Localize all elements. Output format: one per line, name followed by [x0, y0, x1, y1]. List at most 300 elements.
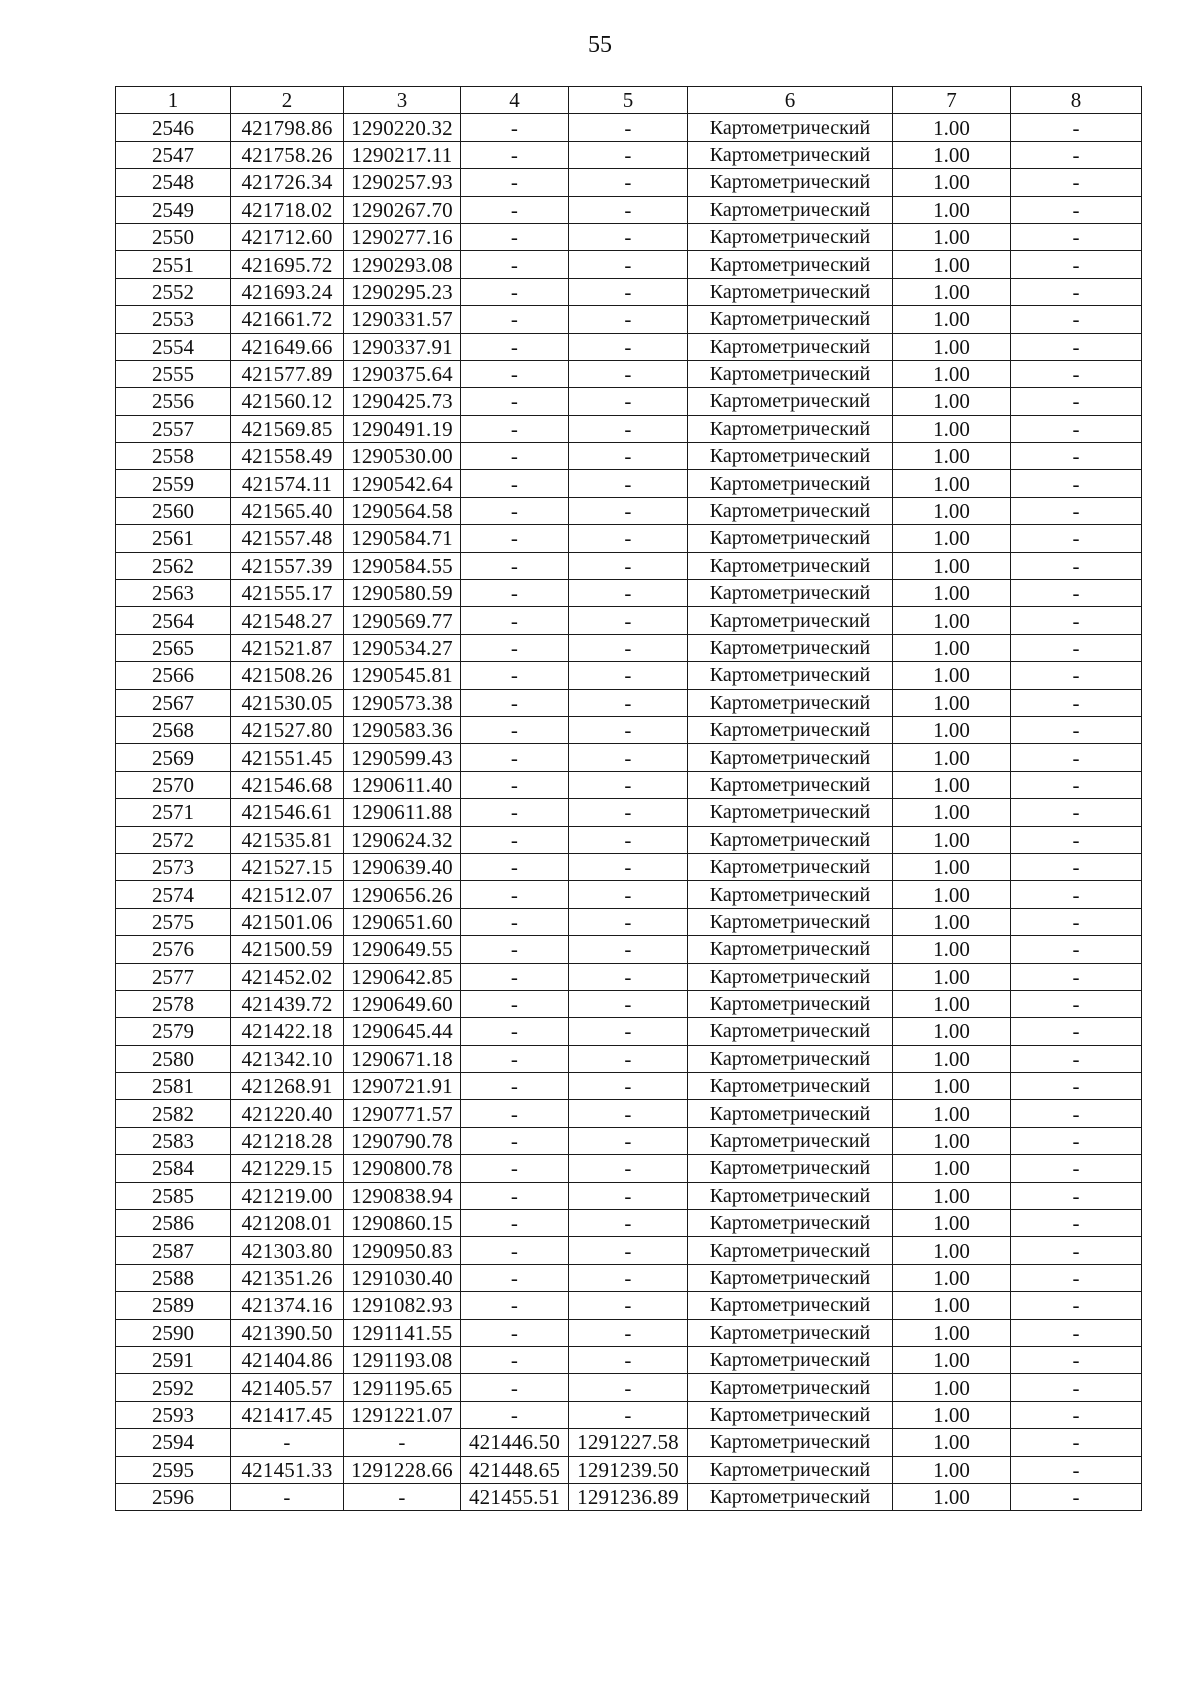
- method-cell: Картометрический: [688, 908, 893, 935]
- y-coordinate-cell: 1290649.55: [344, 936, 461, 963]
- point-number-cell: 2592: [116, 1374, 231, 1401]
- y-coordinate-cell: 1291082.93: [344, 1292, 461, 1319]
- column-header-3: 3: [344, 87, 461, 114]
- y-coordinate-alt-cell: -: [569, 963, 688, 990]
- x-coordinate-alt-cell: -: [461, 826, 569, 853]
- y-coordinate-cell: -: [344, 1429, 461, 1456]
- y-coordinate-cell: 1290580.59: [344, 580, 461, 607]
- y-coordinate-alt-cell: -: [569, 443, 688, 470]
- table-row: [116, 306, 1142, 333]
- note-cell: -: [1011, 497, 1142, 524]
- x-coordinate-cell: -: [231, 1429, 344, 1456]
- accuracy-cell: 1.00: [893, 908, 1011, 935]
- table-row: [116, 799, 1142, 826]
- x-coordinate-alt-cell: -: [461, 799, 569, 826]
- note-cell: -: [1011, 1456, 1142, 1483]
- method-cell: Картометрический: [688, 799, 893, 826]
- y-coordinate-alt-cell: 1291236.89: [569, 1483, 688, 1510]
- y-coordinate-cell: 1290639.40: [344, 853, 461, 880]
- x-coordinate-alt-cell: -: [461, 251, 569, 278]
- x-coordinate-alt-cell: 421448.65: [461, 1456, 569, 1483]
- y-coordinate-cell: 1290277.16: [344, 223, 461, 250]
- point-number-cell: 2594: [116, 1429, 231, 1456]
- method-cell: Картометрический: [688, 1045, 893, 1072]
- y-coordinate-alt-cell: -: [569, 1018, 688, 1045]
- point-number-cell: 2579: [116, 1018, 231, 1045]
- y-coordinate-alt-cell: -: [569, 169, 688, 196]
- table-row: [116, 1292, 1142, 1319]
- table-row: [116, 443, 1142, 470]
- point-number-cell: 2593: [116, 1401, 231, 1428]
- x-coordinate-alt-cell: -: [461, 881, 569, 908]
- point-number-cell: 2580: [116, 1045, 231, 1072]
- accuracy-cell: 1.00: [893, 552, 1011, 579]
- method-cell: Картометрический: [688, 1292, 893, 1319]
- x-coordinate-alt-cell: -: [461, 1045, 569, 1072]
- note-cell: -: [1011, 1319, 1142, 1346]
- table-row: [116, 881, 1142, 908]
- x-coordinate-alt-cell: -: [461, 223, 569, 250]
- y-coordinate-alt-cell: 1291227.58: [569, 1429, 688, 1456]
- x-coordinate-cell: 421268.91: [231, 1073, 344, 1100]
- x-coordinate-alt-cell: -: [461, 662, 569, 689]
- x-coordinate-cell: 421508.26: [231, 662, 344, 689]
- y-coordinate-cell: 1290220.32: [344, 114, 461, 141]
- note-cell: -: [1011, 525, 1142, 552]
- x-coordinate-alt-cell: -: [461, 1319, 569, 1346]
- note-cell: -: [1011, 580, 1142, 607]
- y-coordinate-alt-cell: -: [569, 1045, 688, 1072]
- y-coordinate-cell: 1290491.19: [344, 415, 461, 442]
- table-row: [116, 278, 1142, 305]
- note-cell: -: [1011, 223, 1142, 250]
- table-body: [116, 114, 1142, 1511]
- point-number-cell: 2558: [116, 443, 231, 470]
- method-cell: Картометрический: [688, 1319, 893, 1346]
- x-coordinate-cell: 421527.80: [231, 716, 344, 743]
- note-cell: -: [1011, 278, 1142, 305]
- point-number-cell: 2583: [116, 1127, 231, 1154]
- x-coordinate-cell: 421558.49: [231, 443, 344, 470]
- accuracy-cell: 1.00: [893, 1374, 1011, 1401]
- method-cell: Картометрический: [688, 744, 893, 771]
- x-coordinate-alt-cell: -: [461, 1155, 569, 1182]
- accuracy-cell: 1.00: [893, 1182, 1011, 1209]
- note-cell: -: [1011, 141, 1142, 168]
- accuracy-cell: 1.00: [893, 1155, 1011, 1182]
- x-coordinate-cell: 421521.87: [231, 634, 344, 661]
- accuracy-cell: 1.00: [893, 333, 1011, 360]
- point-number-cell: 2564: [116, 607, 231, 634]
- method-cell: Картометрический: [688, 306, 893, 333]
- table-row: [116, 1346, 1142, 1373]
- y-coordinate-alt-cell: 1291239.50: [569, 1456, 688, 1483]
- x-coordinate-cell: 421649.66: [231, 333, 344, 360]
- table-row: [116, 1155, 1142, 1182]
- y-coordinate-alt-cell: -: [569, 1155, 688, 1182]
- table-row: [116, 634, 1142, 661]
- table-row: [116, 360, 1142, 387]
- x-coordinate-cell: 421798.86: [231, 114, 344, 141]
- y-coordinate-cell: 1290950.83: [344, 1237, 461, 1264]
- point-number-cell: 2589: [116, 1292, 231, 1319]
- table-row: [116, 1264, 1142, 1291]
- point-number-cell: 2552: [116, 278, 231, 305]
- x-coordinate-alt-cell: -: [461, 1401, 569, 1428]
- y-coordinate-alt-cell: -: [569, 1127, 688, 1154]
- accuracy-cell: 1.00: [893, 853, 1011, 880]
- x-coordinate-cell: 421574.11: [231, 470, 344, 497]
- accuracy-cell: 1.00: [893, 141, 1011, 168]
- note-cell: -: [1011, 1374, 1142, 1401]
- method-cell: Картометрический: [688, 169, 893, 196]
- x-coordinate-alt-cell: -: [461, 443, 569, 470]
- x-coordinate-alt-cell: -: [461, 497, 569, 524]
- y-coordinate-alt-cell: -: [569, 662, 688, 689]
- table-row: [116, 497, 1142, 524]
- accuracy-cell: 1.00: [893, 1483, 1011, 1510]
- accuracy-cell: 1.00: [893, 607, 1011, 634]
- note-cell: -: [1011, 689, 1142, 716]
- accuracy-cell: 1.00: [893, 662, 1011, 689]
- y-coordinate-cell: 1291030.40: [344, 1264, 461, 1291]
- x-coordinate-alt-cell: -: [461, 306, 569, 333]
- table-row: [116, 990, 1142, 1017]
- y-coordinate-cell: 1290611.40: [344, 771, 461, 798]
- y-coordinate-alt-cell: -: [569, 278, 688, 305]
- method-cell: Картометрический: [688, 196, 893, 223]
- y-coordinate-cell: 1290573.38: [344, 689, 461, 716]
- table-row: [116, 141, 1142, 168]
- column-header-6: 6: [688, 87, 893, 114]
- note-cell: -: [1011, 881, 1142, 908]
- table-row: [116, 1429, 1142, 1456]
- y-coordinate-cell: 1290800.78: [344, 1155, 461, 1182]
- table-row: [116, 196, 1142, 223]
- y-coordinate-cell: 1290545.81: [344, 662, 461, 689]
- method-cell: Картометрический: [688, 278, 893, 305]
- accuracy-cell: 1.00: [893, 470, 1011, 497]
- accuracy-cell: 1.00: [893, 251, 1011, 278]
- x-coordinate-cell: 421512.07: [231, 881, 344, 908]
- y-coordinate-cell: 1291195.65: [344, 1374, 461, 1401]
- y-coordinate-cell: 1290584.71: [344, 525, 461, 552]
- y-coordinate-alt-cell: -: [569, 1401, 688, 1428]
- accuracy-cell: 1.00: [893, 1237, 1011, 1264]
- method-cell: Картометрический: [688, 936, 893, 963]
- accuracy-cell: 1.00: [893, 1073, 1011, 1100]
- y-coordinate-alt-cell: -: [569, 1346, 688, 1373]
- point-number-cell: 2551: [116, 251, 231, 278]
- table-row: [116, 689, 1142, 716]
- note-cell: -: [1011, 1127, 1142, 1154]
- y-coordinate-alt-cell: -: [569, 881, 688, 908]
- point-number-cell: 2576: [116, 936, 231, 963]
- table-row: [116, 388, 1142, 415]
- point-number-cell: 2584: [116, 1155, 231, 1182]
- x-coordinate-alt-cell: -: [461, 963, 569, 990]
- point-number-cell: 2566: [116, 662, 231, 689]
- y-coordinate-cell: 1290611.88: [344, 799, 461, 826]
- note-cell: -: [1011, 634, 1142, 661]
- table-row: [116, 525, 1142, 552]
- table-row: [116, 1319, 1142, 1346]
- y-coordinate-cell: 1291193.08: [344, 1346, 461, 1373]
- point-number-cell: 2568: [116, 716, 231, 743]
- method-cell: Картометрический: [688, 716, 893, 743]
- note-cell: -: [1011, 470, 1142, 497]
- table-row: [116, 1018, 1142, 1045]
- y-coordinate-cell: 1290569.77: [344, 607, 461, 634]
- note-cell: -: [1011, 1155, 1142, 1182]
- accuracy-cell: 1.00: [893, 1429, 1011, 1456]
- point-number-cell: 2550: [116, 223, 231, 250]
- x-coordinate-cell: 421452.02: [231, 963, 344, 990]
- y-coordinate-cell: 1290649.60: [344, 990, 461, 1017]
- note-cell: -: [1011, 552, 1142, 579]
- note-cell: -: [1011, 853, 1142, 880]
- y-coordinate-alt-cell: -: [569, 497, 688, 524]
- y-coordinate-cell: 1290599.43: [344, 744, 461, 771]
- x-coordinate-alt-cell: -: [461, 1346, 569, 1373]
- x-coordinate-cell: 421208.01: [231, 1210, 344, 1237]
- accuracy-cell: 1.00: [893, 826, 1011, 853]
- x-coordinate-alt-cell: -: [461, 1292, 569, 1319]
- y-coordinate-alt-cell: -: [569, 470, 688, 497]
- method-cell: Картометрический: [688, 662, 893, 689]
- x-coordinate-cell: -: [231, 1483, 344, 1510]
- x-coordinate-cell: 421417.45: [231, 1401, 344, 1428]
- method-cell: Картометрический: [688, 689, 893, 716]
- accuracy-cell: 1.00: [893, 1127, 1011, 1154]
- y-coordinate-alt-cell: -: [569, 1237, 688, 1264]
- x-coordinate-cell: 421422.18: [231, 1018, 344, 1045]
- note-cell: -: [1011, 1429, 1142, 1456]
- accuracy-cell: 1.00: [893, 963, 1011, 990]
- x-coordinate-alt-cell: -: [461, 1237, 569, 1264]
- x-coordinate-alt-cell: -: [461, 936, 569, 963]
- point-number-cell: 2571: [116, 799, 231, 826]
- y-coordinate-cell: 1290642.85: [344, 963, 461, 990]
- x-coordinate-alt-cell: -: [461, 634, 569, 661]
- y-coordinate-alt-cell: -: [569, 525, 688, 552]
- point-number-cell: 2555: [116, 360, 231, 387]
- method-cell: Картометрический: [688, 1237, 893, 1264]
- y-coordinate-cell: 1290542.64: [344, 470, 461, 497]
- y-coordinate-alt-cell: -: [569, 580, 688, 607]
- y-coordinate-cell: 1290838.94: [344, 1182, 461, 1209]
- column-header-5: 5: [569, 87, 688, 114]
- accuracy-cell: 1.00: [893, 114, 1011, 141]
- point-number-cell: 2548: [116, 169, 231, 196]
- x-coordinate-alt-cell: -: [461, 580, 569, 607]
- point-number-cell: 2569: [116, 744, 231, 771]
- y-coordinate-cell: 1291141.55: [344, 1319, 461, 1346]
- x-coordinate-cell: 421565.40: [231, 497, 344, 524]
- y-coordinate-cell: 1290564.58: [344, 497, 461, 524]
- y-coordinate-cell: 1291221.07: [344, 1401, 461, 1428]
- column-header-7: 7: [893, 87, 1011, 114]
- note-cell: -: [1011, 114, 1142, 141]
- note-cell: -: [1011, 443, 1142, 470]
- note-cell: -: [1011, 196, 1142, 223]
- x-coordinate-cell: 421303.80: [231, 1237, 344, 1264]
- column-header-8: 8: [1011, 87, 1142, 114]
- point-number-cell: 2588: [116, 1264, 231, 1291]
- x-coordinate-alt-cell: 421446.50: [461, 1429, 569, 1456]
- y-coordinate-cell: 1290771.57: [344, 1100, 461, 1127]
- table-row: [116, 1483, 1142, 1510]
- y-coordinate-cell: 1290534.27: [344, 634, 461, 661]
- note-cell: -: [1011, 1100, 1142, 1127]
- page-number: 55: [588, 32, 612, 58]
- y-coordinate-cell: -: [344, 1483, 461, 1510]
- y-coordinate-alt-cell: -: [569, 936, 688, 963]
- y-coordinate-cell: 1290624.32: [344, 826, 461, 853]
- x-coordinate-cell: 421351.26: [231, 1264, 344, 1291]
- y-coordinate-alt-cell: -: [569, 908, 688, 935]
- note-cell: -: [1011, 1346, 1142, 1373]
- y-coordinate-alt-cell: -: [569, 114, 688, 141]
- x-coordinate-cell: 421374.16: [231, 1292, 344, 1319]
- x-coordinate-cell: 421546.61: [231, 799, 344, 826]
- point-number-cell: 2547: [116, 141, 231, 168]
- y-coordinate-cell: 1290267.70: [344, 196, 461, 223]
- point-number-cell: 2585: [116, 1182, 231, 1209]
- table-row: [116, 1073, 1142, 1100]
- x-coordinate-cell: 421718.02: [231, 196, 344, 223]
- point-number-cell: 2570: [116, 771, 231, 798]
- x-coordinate-alt-cell: -: [461, 1374, 569, 1401]
- note-cell: -: [1011, 1018, 1142, 1045]
- x-coordinate-cell: 421500.59: [231, 936, 344, 963]
- y-coordinate-cell: 1290584.55: [344, 552, 461, 579]
- point-number-cell: 2587: [116, 1237, 231, 1264]
- x-coordinate-alt-cell: -: [461, 333, 569, 360]
- point-number-cell: 2595: [116, 1456, 231, 1483]
- note-cell: -: [1011, 306, 1142, 333]
- y-coordinate-cell: 1291228.66: [344, 1456, 461, 1483]
- accuracy-cell: 1.00: [893, 223, 1011, 250]
- accuracy-cell: 1.00: [893, 1319, 1011, 1346]
- y-coordinate-cell: 1290217.11: [344, 141, 461, 168]
- method-cell: Картометрический: [688, 388, 893, 415]
- method-cell: Картометрический: [688, 360, 893, 387]
- note-cell: -: [1011, 1073, 1142, 1100]
- point-number-cell: 2559: [116, 470, 231, 497]
- method-cell: Картометрический: [688, 990, 893, 1017]
- y-coordinate-alt-cell: -: [569, 689, 688, 716]
- x-coordinate-alt-cell: -: [461, 689, 569, 716]
- note-cell: -: [1011, 1182, 1142, 1209]
- point-number-cell: 2596: [116, 1483, 231, 1510]
- point-number-cell: 2578: [116, 990, 231, 1017]
- x-coordinate-alt-cell: -: [461, 141, 569, 168]
- note-cell: -: [1011, 169, 1142, 196]
- point-number-cell: 2556: [116, 388, 231, 415]
- method-cell: Картометрический: [688, 1264, 893, 1291]
- x-coordinate-alt-cell: -: [461, 415, 569, 442]
- x-coordinate-alt-cell: -: [461, 552, 569, 579]
- method-cell: Картометрический: [688, 580, 893, 607]
- x-coordinate-alt-cell: -: [461, 744, 569, 771]
- y-coordinate-alt-cell: -: [569, 251, 688, 278]
- table-row: [116, 771, 1142, 798]
- x-coordinate-alt-cell: 421455.51: [461, 1483, 569, 1510]
- x-coordinate-alt-cell: -: [461, 771, 569, 798]
- y-coordinate-alt-cell: -: [569, 1100, 688, 1127]
- y-coordinate-alt-cell: -: [569, 1182, 688, 1209]
- x-coordinate-cell: 421342.10: [231, 1045, 344, 1072]
- note-cell: -: [1011, 360, 1142, 387]
- point-number-cell: 2572: [116, 826, 231, 853]
- y-coordinate-cell: 1290331.57: [344, 306, 461, 333]
- y-coordinate-alt-cell: -: [569, 196, 688, 223]
- accuracy-cell: 1.00: [893, 1292, 1011, 1319]
- table-row: [116, 251, 1142, 278]
- x-coordinate-alt-cell: -: [461, 360, 569, 387]
- x-coordinate-alt-cell: -: [461, 1018, 569, 1045]
- accuracy-cell: 1.00: [893, 1210, 1011, 1237]
- x-coordinate-alt-cell: -: [461, 114, 569, 141]
- y-coordinate-alt-cell: -: [569, 744, 688, 771]
- method-cell: Картометрический: [688, 333, 893, 360]
- accuracy-cell: 1.00: [893, 169, 1011, 196]
- y-coordinate-alt-cell: -: [569, 1210, 688, 1237]
- note-cell: -: [1011, 333, 1142, 360]
- method-cell: Картометрический: [688, 1100, 893, 1127]
- x-coordinate-cell: 421577.89: [231, 360, 344, 387]
- point-number-cell: 2565: [116, 634, 231, 661]
- table-row: [116, 716, 1142, 743]
- x-coordinate-alt-cell: -: [461, 169, 569, 196]
- note-cell: -: [1011, 1237, 1142, 1264]
- x-coordinate-alt-cell: -: [461, 1182, 569, 1209]
- accuracy-cell: 1.00: [893, 415, 1011, 442]
- x-coordinate-cell: 421555.17: [231, 580, 344, 607]
- y-coordinate-alt-cell: -: [569, 1374, 688, 1401]
- y-coordinate-alt-cell: -: [569, 1319, 688, 1346]
- table-row: [116, 552, 1142, 579]
- accuracy-cell: 1.00: [893, 360, 1011, 387]
- y-coordinate-alt-cell: -: [569, 360, 688, 387]
- x-coordinate-cell: 421218.28: [231, 1127, 344, 1154]
- y-coordinate-cell: 1290671.18: [344, 1045, 461, 1072]
- accuracy-cell: 1.00: [893, 388, 1011, 415]
- table-row: [116, 1237, 1142, 1264]
- x-coordinate-cell: 421229.15: [231, 1155, 344, 1182]
- y-coordinate-alt-cell: -: [569, 716, 688, 743]
- column-header-1: 1: [116, 87, 231, 114]
- x-coordinate-alt-cell: -: [461, 607, 569, 634]
- y-coordinate-alt-cell: -: [569, 388, 688, 415]
- table-row: [116, 1210, 1142, 1237]
- y-coordinate-cell: 1290375.64: [344, 360, 461, 387]
- accuracy-cell: 1.00: [893, 744, 1011, 771]
- table-row: [116, 853, 1142, 880]
- method-cell: Картометрический: [688, 470, 893, 497]
- y-coordinate-cell: 1290425.73: [344, 388, 461, 415]
- method-cell: Картометрический: [688, 1374, 893, 1401]
- accuracy-cell: 1.00: [893, 1264, 1011, 1291]
- x-coordinate-cell: 421527.15: [231, 853, 344, 880]
- x-coordinate-cell: 421548.27: [231, 607, 344, 634]
- method-cell: Картометрический: [688, 1346, 893, 1373]
- point-number-cell: 2575: [116, 908, 231, 935]
- method-cell: Картометрический: [688, 141, 893, 168]
- y-coordinate-cell: 1290645.44: [344, 1018, 461, 1045]
- accuracy-cell: 1.00: [893, 990, 1011, 1017]
